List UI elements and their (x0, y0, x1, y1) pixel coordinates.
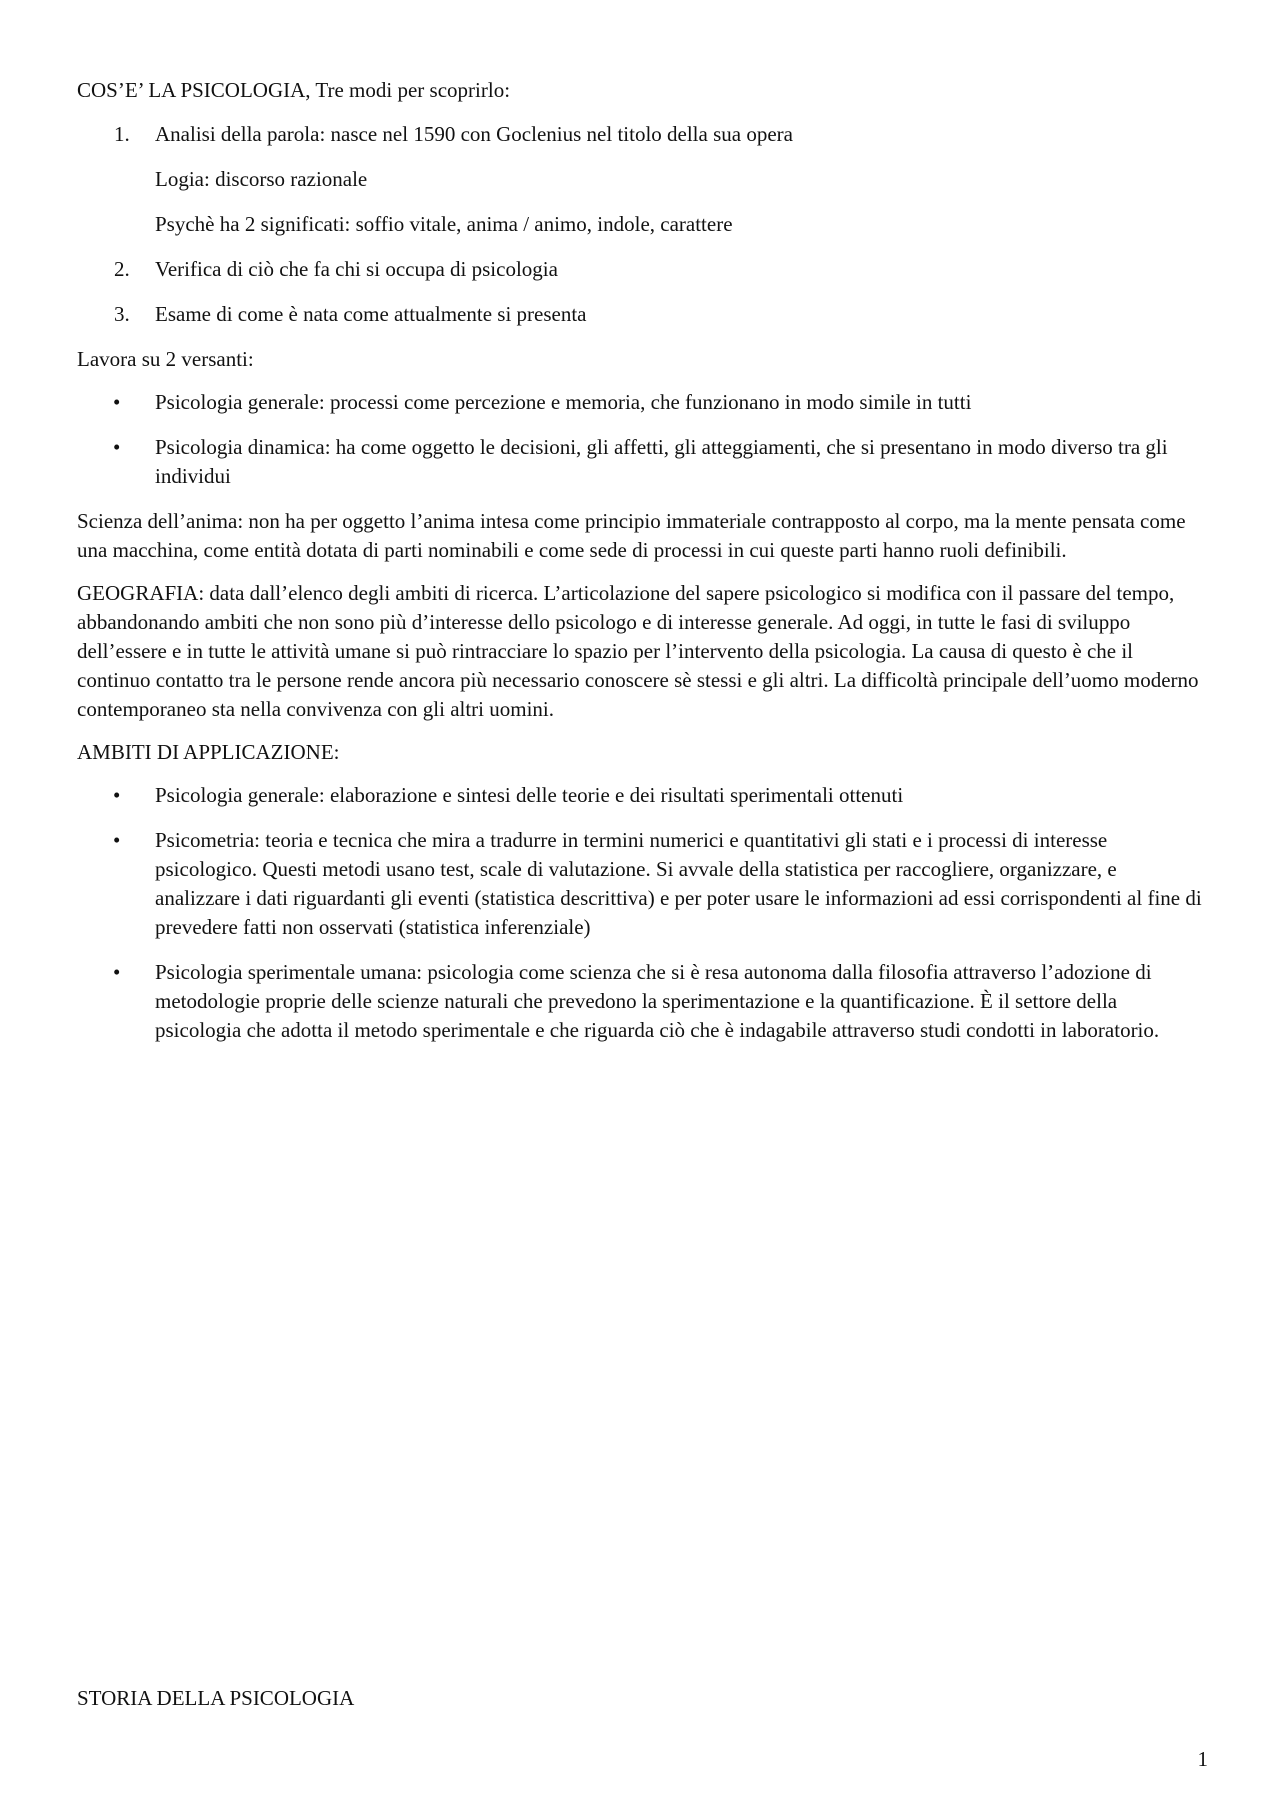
document-body (77, 76, 1207, 1061)
section-title-storia: STORIA DELLA PSICOLOGIA (77, 1686, 355, 1710)
list-item-text: Psicologia dinamica: ha come oggetto le decisioni, gli affetti, gli atteggiamenti, che si presentano in modo diverso tra gli individui (155, 435, 1168, 488)
list-item-method-2 (77, 255, 1207, 284)
list-item-ambito-3 (77, 958, 1207, 1045)
versanti-intro: Lavora su 2 versanti: (77, 347, 254, 371)
method-1-psyche: Psychè ha 2 significati: soffio vitale, anima / animo, indole, carattere (155, 212, 733, 236)
list-item-versante-2 (77, 433, 1207, 491)
list-item-ambito-1 (77, 781, 1207, 810)
methods-list (77, 120, 1207, 149)
bullet-icon: • (113, 435, 121, 459)
bullet-icon: • (113, 960, 121, 984)
list-item-ambito-2 (77, 826, 1207, 942)
bullet-icon: • (113, 390, 121, 414)
page-number: 1 (1197, 1747, 1208, 1771)
bullet-icon: • (113, 783, 121, 807)
list-item-text: Psicologia sperimentale umana: psicologia come scienza che si è resa autonoma dalla filosofia attraverso l’adozione di metodologie proprie delle scienze naturali che prevedono la sperimentazione e la quantificazione. È il settore della psicologia che adotta il metodo sperimentale e che riguarda ciò che è indagabile attraverso studi condotti in laboratorio. (155, 960, 1160, 1042)
list-item-method-3 (77, 300, 1207, 329)
ambiti-list (77, 781, 1207, 1045)
list-item-text: Psicologia generale: processi come percezione e memoria, che funzionano in modo simile in tutti (155, 390, 972, 414)
list-item-text: Esame di come è nata come attualmente si presenta (155, 302, 587, 326)
list-item-text: Psicometria: teoria e tecnica che mira a tradurre in termini numerici e quantitativi gli stati e i processi di interesse psicologico. Questi metodi usano test, scale di valutazione. Si avvale della statistica per raccogliere, organizzare, e analizzare i dati riguardanti gli eventi (statistica descrittiva) e per poter usare le informazioni ad essi corrispondenti al fine di prevedere fatti non osservati (statistica inferenziale) (155, 828, 1202, 939)
section-title-ambiti: AMBITI DI APPLICAZIONE: (77, 740, 340, 764)
list-item-text: Analisi della parola: nasce nel 1590 con Goclenius nel titolo della sua opera (155, 122, 793, 146)
method-1-logia: Logia: discorso razionale (155, 167, 368, 191)
list-marker: 2. (114, 257, 130, 281)
paragraph-scienza-anima: Scienza dell’anima: non ha per oggetto l’anima intesa come principio immateriale contrapposto al corpo, ma la mente pensata come una macchina, come entità dotata di parti nominabili e come sede di processi in cui queste parti hanno ruoli definibili. (77, 509, 1186, 562)
list-marker: 3. (114, 302, 130, 326)
list-marker: 1. (114, 122, 130, 146)
bullet-icon: • (113, 828, 121, 852)
list-item-versante-1 (77, 388, 1207, 417)
versanti-list (77, 388, 1207, 491)
list-item-text: Psicologia generale: elaborazione e sintesi delle teorie e dei risultati sperimentali ottenuti (155, 783, 904, 807)
methods-list-continued (77, 255, 1207, 329)
paragraph-geografia: GEOGRAFIA: data dall’elenco degli ambiti di ricerca. L’articolazione del sapere psicologico si modifica con il passare del tempo, abbandonando ambiti che non sono più d’interesse dello psicologo e di interesse generale. Ad oggi, in tutte le fasi di sviluppo dell’essere e in tutte le attività umane si può rintracciare lo spazio per l’intervento della psicologia. La causa di questo è che il continuo contatto tra le persone rende ancora più necessario conoscere sè stessi e gli altri. La difficoltà principale dell’uomo moderno contemporaneo sta nella convivenza con gli altri uomini. (77, 581, 1199, 721)
section-title-psicologia: COS’E’ LA PSICOLOGIA, Tre modi per scoprirlo: (77, 78, 511, 102)
list-item-text: Verifica di ciò che fa chi si occupa di psicologia (155, 257, 558, 281)
list-item-method-1 (77, 120, 1207, 149)
